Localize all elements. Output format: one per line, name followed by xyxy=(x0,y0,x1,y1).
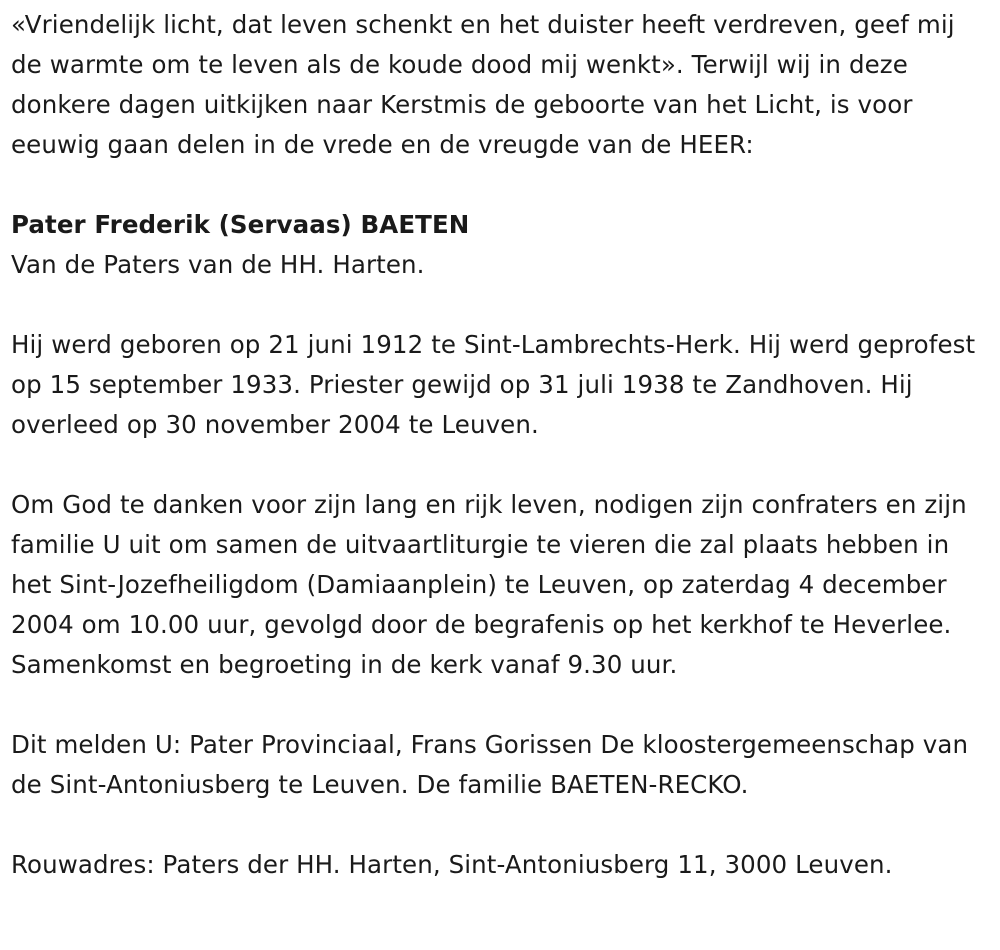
funeral-invitation-paragraph: Om God te danken voor zijn lang en rijk leven, nodigen zijn confraters en zijn familie U uit om samen de uitvaartliturgie te vieren die zal plaats hebben in het Sint-Jozefheiligdom (Damiaanplein) te Leuven, op zaterdag 4 december 2004 om 10.00 uur, gevolgd door de begrafenis op het kerkhof te Heverlee. Samenkomst en begroeting in de kerk vanaf 9.30 uur. xyxy=(11,490,967,679)
spacer xyxy=(11,685,992,725)
spacer xyxy=(11,805,992,845)
spacer xyxy=(11,165,992,205)
deceased-name: Pater Frederik (Servaas) BAETEN xyxy=(11,210,470,239)
spacer xyxy=(11,445,992,485)
mourning-address: Rouwadres: Paters der HH. Harten, Sint-Antoniusberg 11, 3000 Leuven. xyxy=(11,850,893,879)
opening-quote: «Vriendelijk licht, dat leven schenkt en het duister heeft verdreven, geef mij de warmte om te leven als de koude dood mij wenkt». Terwijl wij in deze donkere dagen uitkijken naar Kerstmis de geboorte van het Licht, is voor eeuwig gaan delen in de vrede en de vreugde van de HEER: xyxy=(11,10,955,159)
spacer xyxy=(11,285,992,325)
religious-order: Van de Paters van de HH. Harten. xyxy=(11,250,425,279)
biography-paragraph: Hij werd geboren op 21 juni 1912 te Sint-Lambrechts-Herk. Hij werd geprofest op 15 september 1933. Priester gewijd op 31 juli 1938 te Zandhoven. Hij overleed op 30 november 2004 te Leuven. xyxy=(11,330,976,439)
announced-by-paragraph: Dit melden U: Pater Provinciaal, Frans Gorissen De kloostergemeenschap van de Sint-Antoniusberg te Leuven. De familie BAETEN-RECKO. xyxy=(11,730,969,799)
